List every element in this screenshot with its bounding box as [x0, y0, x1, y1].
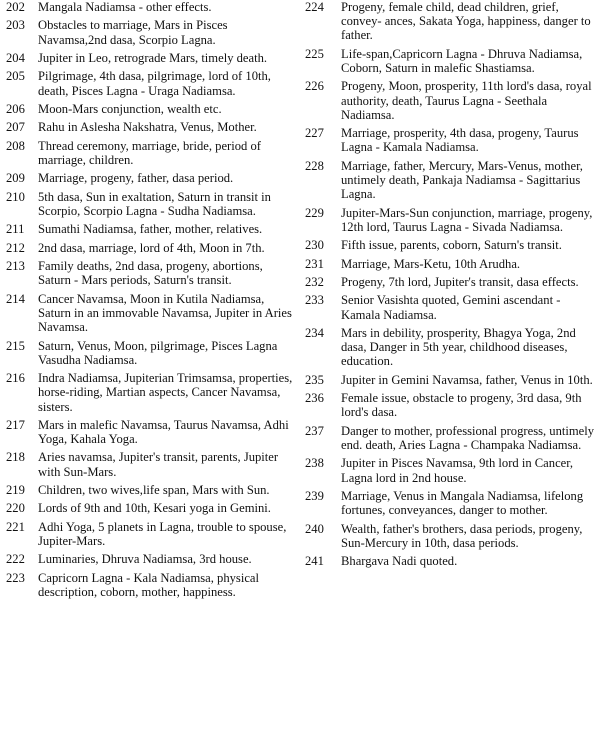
- entry-number: 203: [6, 18, 25, 33]
- entry-text: Mars in malefic Navamsa, Taurus Navamsa, Adhi Yoga, Kahala Yoga.: [38, 417, 289, 447]
- entry-text: Progeny, 7th lord, Jupiter's transit, dasa effects.: [341, 274, 579, 289]
- index-entry: [6, 520, 298, 548]
- entry-number: 219: [6, 483, 25, 498]
- entry-number: 207: [6, 120, 25, 135]
- entry-text: Rahu in Aslesha Nakshatra, Venus, Mother.: [38, 120, 257, 135]
- entry-number: 202: [6, 0, 25, 14]
- entry-number: 233: [305, 293, 324, 308]
- index-entry: [305, 47, 597, 75]
- entry-text: Pilgrimage, 4th dasa, pilgrimage, lord of 10th, death, Pisces Lagna - Uraga Nadiamsa.: [38, 69, 271, 98]
- index-entry: [6, 259, 298, 287]
- index-entry: [6, 371, 298, 414]
- entry-number: 236: [305, 391, 324, 406]
- entry-text: Mangala Nadiamsa - other effects.: [38, 0, 212, 14]
- entry-text: Fifth issue, parents, coborn, Saturn's transit.: [341, 238, 562, 253]
- entry-number: 204: [6, 50, 25, 65]
- entry-number: 241: [305, 554, 324, 569]
- left-column: [6, 0, 298, 735]
- index-entry: [305, 522, 597, 550]
- index-entry: [6, 418, 298, 446]
- entry-text: Marriage, Venus in Mangala Nadiamsa, lifelong fortunes, conveyances, danger to mother.: [341, 488, 584, 518]
- entry-number: 215: [6, 338, 25, 353]
- index-entry: [6, 102, 298, 116]
- index-entry: [6, 18, 298, 46]
- index-entry: [305, 489, 597, 517]
- entry-text: Mars in debility, prosperity, Bhagya Yoga, 2nd dasa, Danger in 5th year, childhood diseases, education.: [341, 325, 576, 369]
- index-entry: [6, 483, 298, 497]
- entry-text: Indra Nadiamsa, Jupiterian Trimsamsa, properties, horse-riding, Martian aspects, Cancer Navamsa, sisters.: [38, 371, 293, 414]
- entry-text: Marriage, father, Mercury, Mars-Venus, mother, untimely death, Pankaja Nadiamsa - Sagittarius Lagna.: [341, 158, 583, 202]
- entry-text: Life-span,Capricorn Lagna - Dhruva Nadiamsa, Coborn, Saturn in malefic Shastiamsa.: [341, 46, 583, 75]
- entry-text: Marriage, Mars-Ketu, 10th Arudha.: [341, 256, 521, 271]
- entry-number: 240: [305, 521, 324, 536]
- index-entry: [6, 450, 298, 478]
- entry-text: Jupiter in Gemini Navamsa, father, Venus in 10th.: [341, 372, 593, 387]
- entry-text: Jupiter-Mars-Sun conjunction, marriage, progeny, 12th lord, Taurus Lagna - Sivada Nadiamsa.: [341, 205, 593, 234]
- index-entry: [6, 69, 298, 97]
- entry-number: 217: [6, 417, 25, 432]
- entry-number: 210: [6, 189, 25, 204]
- index-entry: [6, 571, 298, 599]
- entry-text: 2nd dasa, marriage, lord of 4th, Moon in 7th.: [38, 240, 265, 255]
- entry-number: 237: [305, 423, 324, 438]
- index-entry: [6, 51, 298, 65]
- entry-number: 225: [305, 46, 324, 61]
- entry-number: 214: [6, 291, 25, 306]
- entry-text: Progeny, Moon, prosperity, 11th lord's dasa, royal authority, death, Taurus Lagna - Seethala Nadiamsa.: [341, 79, 592, 122]
- entry-number: 209: [6, 171, 25, 186]
- index-entry: [305, 373, 597, 387]
- entry-text: Marriage, prosperity, 4th dasa, progeny, Taurus Lagna - Kamala Nadiamsa.: [341, 126, 579, 155]
- index-entry: [6, 190, 298, 218]
- entry-text: Cancer Navamsa, Moon in Kutila Nadiamsa, Saturn in an immovable Navamsa, Jupiter in Aries Navamsa.: [38, 291, 292, 335]
- entry-number: 238: [305, 456, 324, 471]
- index-entry: [6, 120, 298, 134]
- entry-number: 239: [305, 488, 324, 503]
- entry-number: 228: [305, 158, 324, 173]
- index-entry: [305, 159, 597, 202]
- entry-number: 230: [305, 238, 324, 253]
- entry-text: Marriage, progeny, father, dasa period.: [38, 171, 234, 186]
- index-entry: [6, 0, 298, 14]
- index-entry: [305, 293, 597, 321]
- entry-number: 226: [305, 79, 324, 94]
- entry-text: Aries navamsa, Jupiter's transit, parents, Jupiter with Sun-Mars.: [38, 450, 279, 479]
- index-entry: [305, 424, 597, 452]
- entry-text: Progeny, female child, dead children, grief, convey- ances, Sakata Yoga, happiness, danger to father.: [341, 0, 591, 43]
- right-column: [305, 0, 597, 735]
- entry-text: Jupiter in Leo, retrograde Mars, timely death.: [38, 50, 268, 65]
- index-entry: [6, 222, 298, 236]
- entry-number: 221: [6, 519, 25, 534]
- entry-number: 232: [305, 274, 324, 289]
- entry-text: Thread ceremony, marriage, bride, period of marriage, children.: [38, 138, 261, 167]
- entry-text: Female issue, obstacle to progeny, 3rd dasa, 9th lord's dasa.: [341, 391, 582, 420]
- entry-number: 223: [6, 570, 25, 585]
- index-entry: [305, 326, 597, 369]
- entry-number: 218: [6, 450, 25, 465]
- entry-number: 208: [6, 138, 25, 153]
- index-entry: [305, 456, 597, 484]
- entry-text: Capricorn Lagna - Kala Nadiamsa, physical description, coborn, mother, happiness.: [38, 570, 260, 600]
- entry-text: Adhi Yoga, 5 planets in Lagna, trouble to spouse, Jupiter-Mars.: [38, 519, 287, 549]
- entry-text: Lords of 9th and 10th, Kesari yoga in Gemini.: [38, 501, 271, 516]
- entry-number: 234: [305, 325, 324, 340]
- entry-number: 216: [6, 371, 25, 386]
- entry-text: Bhargava Nadi quoted.: [341, 554, 458, 569]
- entry-number: 224: [305, 0, 324, 14]
- entry-number: 231: [305, 256, 324, 271]
- entry-number: 205: [6, 69, 25, 84]
- index-entry: [6, 171, 298, 185]
- entry-text: Senior Vasishta quoted, Gemini ascendant - Kamala Nadiamsa.: [341, 293, 561, 322]
- entry-number: 222: [6, 552, 25, 567]
- index-entry: [305, 0, 597, 43]
- index-entry: [6, 139, 298, 167]
- entry-number: 229: [305, 205, 324, 220]
- index-entry: [305, 554, 597, 568]
- entry-number: 235: [305, 372, 324, 387]
- index-entry: [6, 339, 298, 367]
- entry-number: 206: [6, 101, 25, 116]
- index-entry: [305, 79, 597, 122]
- index-entry: [305, 257, 597, 271]
- entry-text: Jupiter in Pisces Navamsa, 9th lord in Cancer, Lagna lord in 2nd house.: [341, 456, 574, 485]
- entry-number: 227: [305, 126, 324, 141]
- index-entry: [6, 501, 298, 515]
- entry-number: 212: [6, 240, 25, 255]
- index-entry: [305, 391, 597, 419]
- entry-number: 211: [6, 222, 25, 237]
- entry-text: Danger to mother, professional progress, untimely end. death, Aries Lagna - Champaka Nadiamsa.: [341, 423, 595, 452]
- entry-text: Family deaths, 2nd dasa, progeny, abortions, Saturn - Mars periods, Saturn's transit.: [38, 259, 263, 288]
- index-entry: [6, 552, 298, 566]
- entry-text: Sumathi Nadiamsa, father, mother, relatives.: [38, 222, 263, 237]
- entry-number: 220: [6, 501, 25, 516]
- entry-text: Luminaries, Dhruva Nadiamsa, 3rd house.: [38, 552, 252, 567]
- entry-text: Moon-Mars conjunction, wealth etc.: [38, 101, 222, 116]
- index-entry: [305, 126, 597, 154]
- index-entry: [305, 206, 597, 234]
- entry-text: Saturn, Venus, Moon, pilgrimage, Pisces Lagna Vasudha Nadiamsa.: [38, 338, 278, 367]
- index-entry: [6, 241, 298, 255]
- entry-text: Children, two wives,life span, Mars with Sun.: [38, 483, 270, 498]
- entry-text: Wealth, father's brothers, dasa periods, progeny, Sun-Mercury in 10th, dasa periods.: [341, 521, 583, 550]
- entry-text: Obstacles to marriage, Mars in Pisces Navamsa,2nd dasa, Scorpio Lagna.: [38, 18, 228, 47]
- index-entry: [305, 275, 597, 289]
- entry-number: 213: [6, 259, 25, 274]
- index-entry: [6, 292, 298, 335]
- entry-text: 5th dasa, Sun in exaltation, Saturn in transit in Scorpio, Scorpio Lagna - Sudha Nadiamsa.: [38, 189, 271, 218]
- index-entry: [305, 238, 597, 252]
